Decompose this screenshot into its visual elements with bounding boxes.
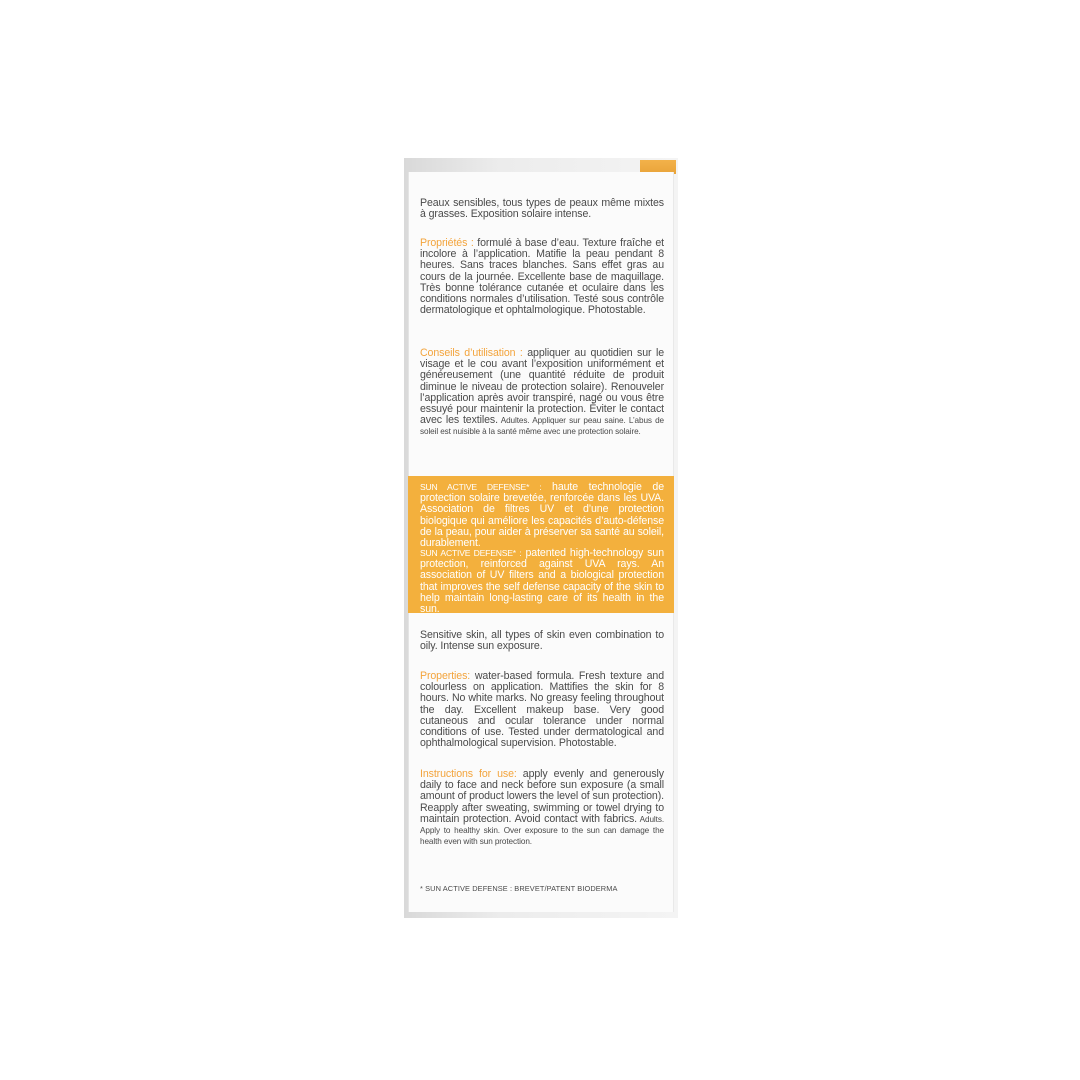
fr-properties-block	[420, 238, 664, 316]
fr-usage-small-text: Adultes. Appliquer sur peau saine. L’abus de soleil est nuisible à la santé même avec une protection solaire.	[420, 416, 665, 437]
fr-usage-text: appliquer au quotidien sur le visage et le cou avant l’exposition uniformément et généreusement (une quantité réduite de produit diminue le niveau de protection solaire). Renouveler l’application après avoir transpiré, nagé ou vous être essuyé pour maintenir la protection. Éviter le contact avec les textiles.	[420, 347, 664, 427]
fr-usage-block	[420, 348, 664, 438]
band-en-block	[420, 548, 664, 615]
fr-properties-text: formulé à base d’eau. Texture fraîche et incolore à l’application. Matifie la peau pendant 8 heures. Sans traces blanches. Sans effet gras au cours de la journée. Excellente base de maquillage. Très bonne tolérance cutanée et oculaire dans les conditions normales d’utilisation. Testé sous contrôle dermatologique et ophtalmologique. Photostable.	[420, 237, 664, 317]
fr-intro-block	[420, 198, 664, 220]
band-fr-label: SUN ACTIVE DEFENSE* :	[420, 482, 542, 492]
en-usage-label: Instructions for use:	[420, 768, 517, 780]
fr-usage-label: Conseils d’utilisation :	[420, 347, 523, 359]
patent-footnote: * SUN ACTIVE DEFENSE : BREVET/PATENT BIODERMA	[420, 884, 618, 893]
en-usage-block	[420, 769, 664, 847]
en-properties-text: water-based formula. Fresh texture and colourless on application. Mattifies the skin for 8 hours. No white marks. No greasy feeling throughout the day. Excellent makeup base. Very good cutaneous and ocular tolerance under normal conditions of use. Tested under dermatological and ophthalmological supervision. Photostable.	[420, 670, 664, 750]
band-fr-block	[420, 482, 664, 549]
en-properties-label: Properties:	[420, 670, 471, 682]
en-usage-small-text: Adults. Apply to healthy skin. Over exposure to the sun can damage the health even with sun protection.	[420, 814, 664, 847]
band-en-text: patented high-technology sun protection, reinforced against UVA rays. An association of UV filters and a biological protection that improves the self defense capacity of the skin to help maintain long-lasting care of its health in the sun.	[420, 547, 665, 616]
en-properties-block	[420, 671, 664, 749]
fr-properties-label: Propriétés :	[420, 237, 474, 249]
band-en-label: SUN ACTIVE DEFENSE* :	[420, 548, 522, 558]
en-usage-text: apply evenly and generously daily to face and neck before sun exposure (a small amount of product lowers the level of sun protection). Reapply after sweating, swimming or towel drying to maintain protection. Avoid contact with fabrics.	[420, 768, 664, 825]
fr-intro-text: Peaux sensibles, tous types de peaux même mixtes à grasses. Exposition solaire intense.	[420, 197, 664, 221]
band-fr-text: haute technologie de protection solaire brevetée, renforcée dans les UVA. Association de filtres UV et d’une protection biologique qui améliore les capacités d’auto-défense de la peau, pour aider à préserver sa santé au soleil, durablement.	[420, 481, 664, 550]
sun-active-defense-band	[408, 476, 674, 616]
en-intro-block	[420, 630, 664, 652]
en-intro-text: Sensitive skin, all types of skin even combination to oily. Intense sun exposure.	[420, 629, 664, 653]
